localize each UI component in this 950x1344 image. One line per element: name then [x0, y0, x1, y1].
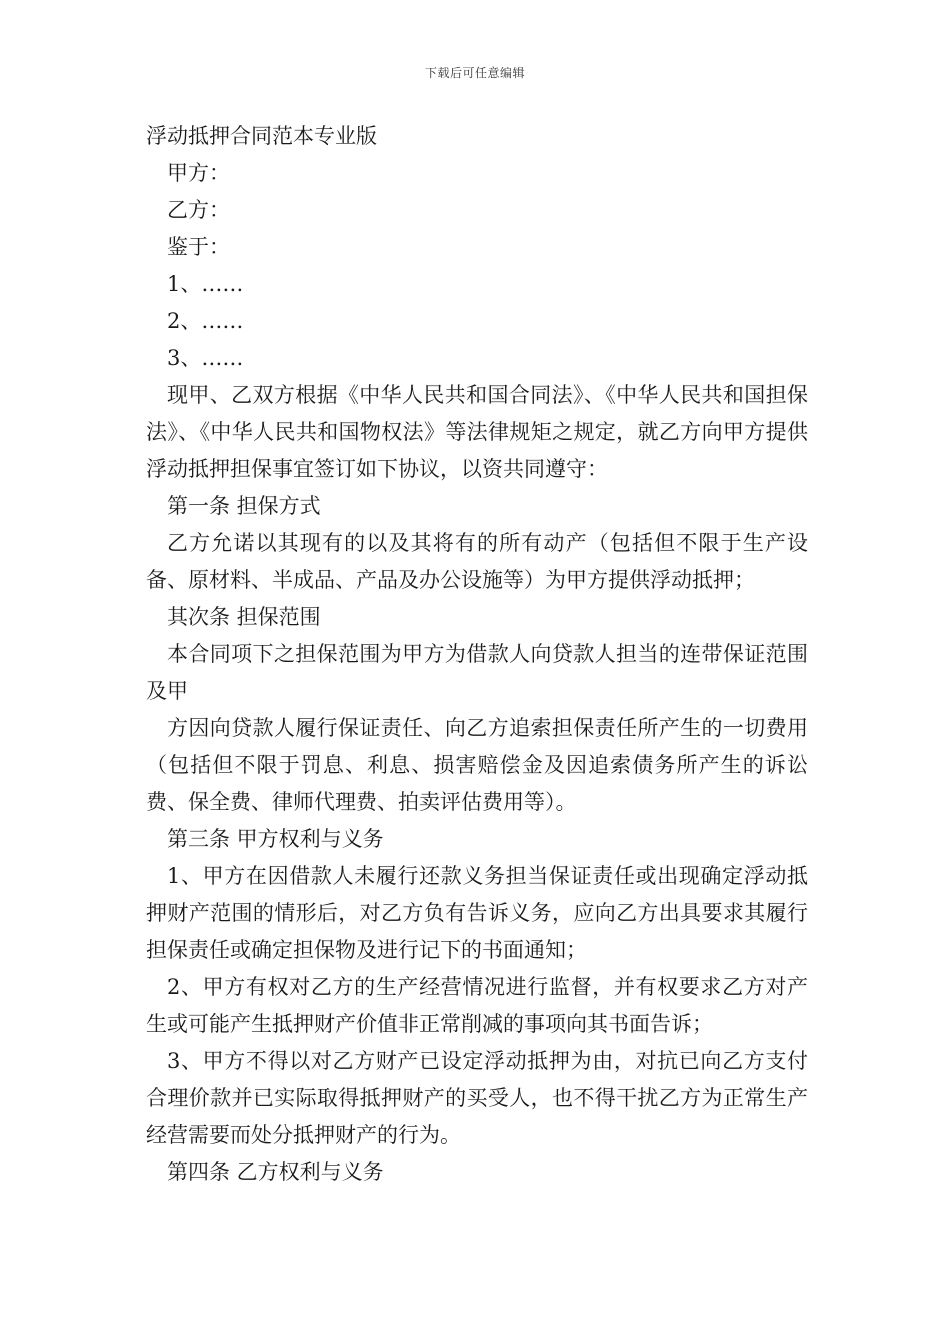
page-header-note: 下载后可任意编辑: [424, 66, 525, 80]
article-2-heading: 其次条 担保范围: [167, 605, 321, 629]
preamble-paragraph: 现甲、乙双方根据《中华人民共和国合同法》、《中华人民共和国担保法》、《中华人民共和国物权法》等法律规矩之规定，就乙方向甲方提供浮动抵押担保事宜签订如下协议，以资共同遵守：: [146, 383, 808, 481]
article-1-body: 乙方允诺以其现有的以及其将有的所有动产（包括但不限于生产设备、原材料、半成品、产品及办公设施等）为甲方提供浮动抵押；: [146, 531, 808, 592]
article-3-clause-2: 2、甲方有权对乙方的生产经营情况进行监督，并有权要求乙方对产生或可能产生抵押财产价值非正常削减的事项向其书面告诉；: [146, 975, 808, 1036]
whereas-item-1: 1、……: [167, 272, 244, 296]
whereas-item-3: 3、……: [167, 346, 244, 370]
article-3-clause-3: 3、甲方不得以对乙方财产已设定浮动抵押为由，对抗已向乙方支付合理价款并已实际取得抵押财产的买受人，也不得干扰乙方为正常生产经营需要而处分抵押财产的行为。: [146, 1049, 808, 1147]
document-title: 浮动抵押合同范本专业版: [146, 124, 377, 148]
article-4-heading: 第四条 乙方权利与义务: [167, 1160, 384, 1184]
party-a-line: 甲方：: [167, 161, 230, 185]
article-1-heading: 第一条 担保方式: [167, 494, 321, 518]
whereas-line: 鉴于：: [167, 235, 230, 259]
party-b-line: 乙方：: [167, 198, 230, 222]
article-2-body-part-2: 方因向贷款人履行保证责任、向乙方追索担保责任所产生的一切费用（包括但不限于罚息、利息、损害赔偿金及因追索债务所产生的诉讼费、保全费、律师代理费、拍卖评估费用等）。: [146, 716, 808, 814]
document-body: [146, 118, 808, 1191]
article-3-clause-1: 1、甲方在因借款人未履行还款义务担当保证责任或出现确定浮动抵押财产范围的情形后，对乙方负有告诉义务，应向乙方出具要求其履行担保责任或确定担保物及进行记下的书面通知；: [146, 864, 808, 962]
whereas-item-2: 2、……: [167, 309, 244, 333]
article-3-heading: 第三条 甲方权利与义务: [167, 827, 384, 851]
article-2-body-part-1: 本合同项下之担保范围为甲方为借款人向贷款人担当的连带保证范围及甲: [146, 642, 808, 703]
